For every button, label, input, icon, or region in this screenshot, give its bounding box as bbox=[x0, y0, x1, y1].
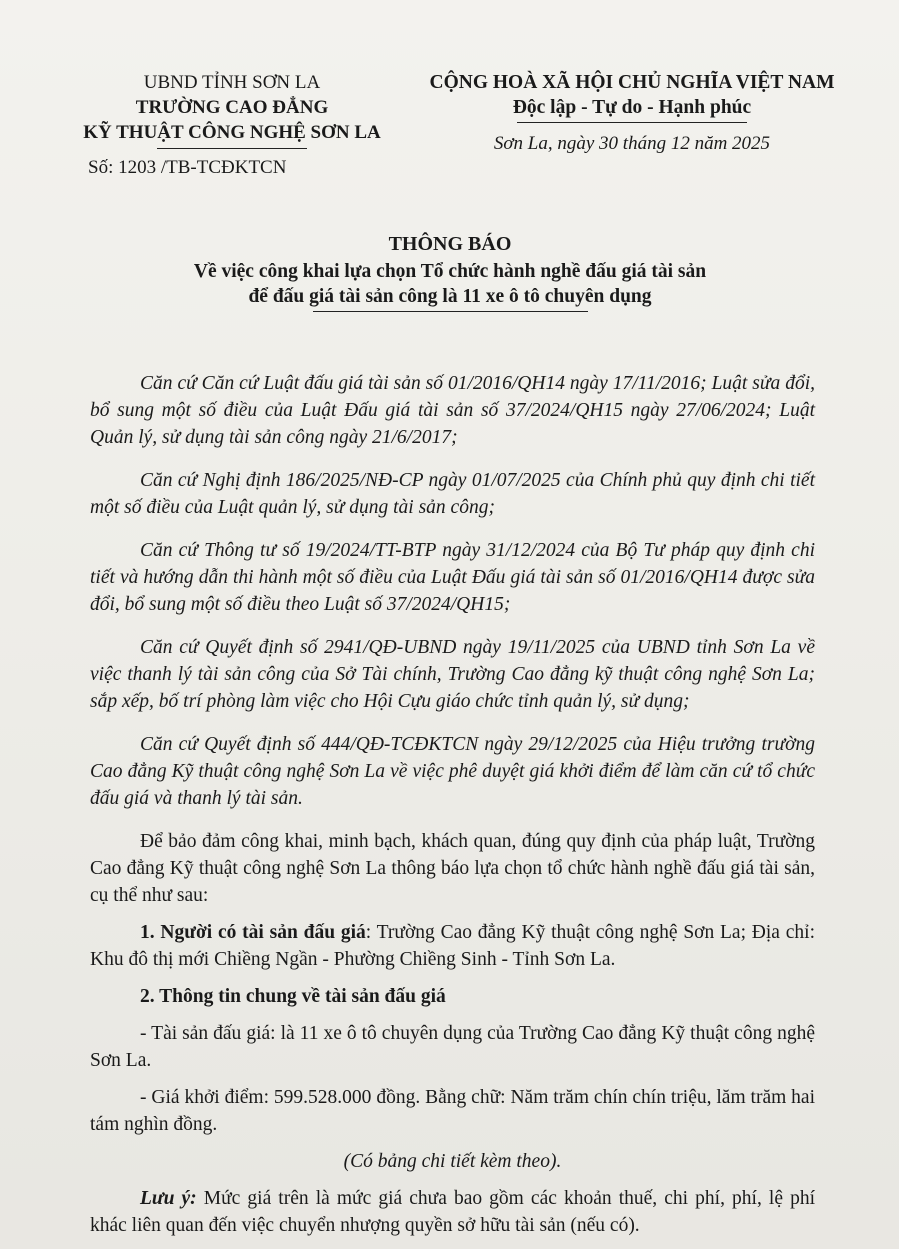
legal-basis-1: Căn cứ Căn cứ Luật đấu giá tài sản số 01/2016/QH14 ngày 17/11/2016; Luật sửa đổi, bổ sung một số điều của Luật Đấu giá tài sản số 37/2024/QH15 ngày 27/06/2024; Luật Quản lý, sử dụng tài sản công ngày 21/6/2017; bbox=[90, 373, 815, 448]
legal-basis-3: Căn cứ Thông tư số 19/2024/TT-BTP ngày 31/12/2024 của Bộ Tư pháp quy định chi tiết và hướng dẫn thi hành một số điều của Luật Đấu giá tài sản số 01/2016/QH14 được sửa đổi, bổ sung một số điều theo Luật số 37/2024/QH15; bbox=[90, 540, 815, 615]
country-name: CỘNG HOÀ XÃ HỘI CHỦ NGHĨA VIỆT NAM bbox=[429, 72, 835, 93]
section-1-paragraph bbox=[90, 919, 815, 973]
notice-subject-line-1: Về việc công khai lựa chọn Tổ chức hành nghề đấu giá tài sản bbox=[193, 261, 707, 282]
asset-description: - Tài sản đấu giá: là 11 xe ô tô chuyên dụng của Trường Cao đẳng Kỹ thuật công nghệ Sơn La. bbox=[90, 1023, 815, 1071]
authority-line: UBND TỈNH SƠN LA bbox=[143, 72, 321, 93]
title-underline bbox=[313, 311, 588, 312]
notice-title-block bbox=[60, 232, 840, 312]
issuing-authority-block bbox=[62, 70, 402, 180]
legal-basis-2: Căn cứ Nghị định 186/2025/NĐ-CP ngày 01/07/2025 của Chính phủ quy định chi tiết một số điều của Luật quản lý, sử dụng tài sản công; bbox=[90, 470, 815, 518]
note-text: Mức giá trên là mức giá chưa bao gồm các khoản thuế, chi phí, phí, lệ phí khác liên quan đến việc chuyển nhượng quyền sở hữu tài sản (nếu có). bbox=[90, 1188, 815, 1236]
notice-body bbox=[90, 370, 815, 1249]
starting-price: - Giá khởi điểm: 599.528.000 đồng. Bằng chữ: Năm trăm chín chín triệu, lăm trăm hai tám nghìn đồng. bbox=[90, 1087, 815, 1135]
price-note bbox=[90, 1185, 815, 1239]
document-number: Số: 1203 /TB-TCĐKTCN bbox=[88, 157, 287, 178]
school-line-2: KỸ THUẬT CÔNG NGHỆ SƠN LA bbox=[83, 122, 381, 143]
legal-basis-4: Căn cứ Quyết định số 2941/QĐ-UBND ngày 19/11/2025 của UBND tỉnh Sơn La về việc thanh lý tài sản công của Sở Tài chính, Trường Cao đẳng kỹ thuật công nghệ Sơn La; sắp xếp, bố trí phòng làm việc cho Hội Cựu giáo chức tỉnh quản lý, sử dụng; bbox=[90, 637, 815, 712]
section-1-label: 1. Người có tài sản đấu giá bbox=[140, 922, 366, 943]
section-1-text: : Trường Cao đẳng Kỹ thuật công nghệ Sơn La; Địa chỉ: Khu đô thị mới Chiềng Ngần - Phường Chiềng Sinh - Tỉnh Sơn La. bbox=[90, 922, 816, 970]
place-date-line: Sơn La, ngày 30 tháng 12 năm 2025 bbox=[493, 133, 771, 154]
national-motto-block bbox=[412, 70, 852, 156]
note-label: Lưu ý: bbox=[140, 1188, 197, 1209]
national-motto: Độc lập - Tự do - Hạnh phúc bbox=[512, 97, 752, 118]
authority-underline bbox=[157, 148, 307, 149]
notice-subject-line-2: để đấu giá tài sản công là 11 xe ô tô chuyên dụng bbox=[248, 286, 652, 307]
intro-paragraph: Để bảo đảm công khai, minh bạch, khách quan, đúng quy định của pháp luật, Trường Cao đẳng Kỹ thuật công nghệ Sơn La thông báo lựa chọn tổ chức hành nghề đấu giá tài sản, cụ thể như sau: bbox=[90, 831, 815, 906]
legal-basis-5: Căn cứ Quyết định số 444/QĐ-TCĐKTCN ngày 29/12/2025 của Hiệu trưởng trường Cao đẳng Kỹ thuật công nghệ Sơn La về việc phê duyệt giá khởi điểm để làm căn cứ tổ chức đấu giá và thanh lý tài sản. bbox=[90, 734, 815, 809]
notice-heading: THÔNG BÁO bbox=[388, 233, 512, 255]
school-line-1: TRƯỜNG CAO ĐẲNG bbox=[135, 97, 329, 118]
attached-table-note: (Có bảng chi tiết kèm theo). bbox=[343, 1151, 562, 1172]
motto-underline bbox=[517, 122, 747, 123]
section-2-heading: 2. Thông tin chung về tài sản đấu giá bbox=[140, 986, 446, 1007]
